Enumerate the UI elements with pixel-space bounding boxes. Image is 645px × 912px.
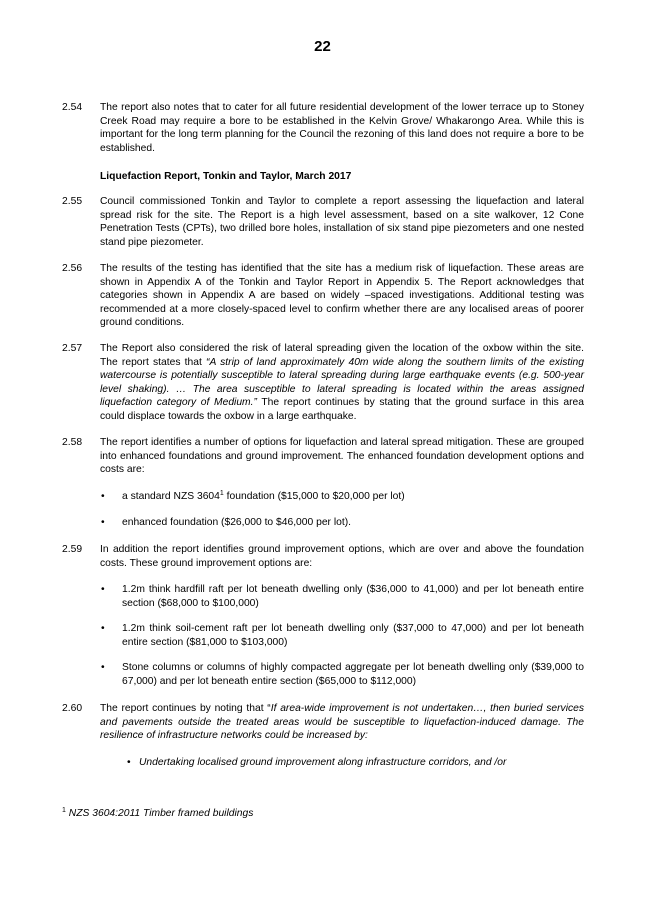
paragraph-2-57	[62, 342, 584, 424]
paragraph-text	[100, 342, 584, 424]
paragraph-number: 2.58	[62, 437, 83, 448]
footnote-mark: 1	[62, 807, 66, 814]
bullet-text: 1.2m think soil-cement raft per lot beneath dwelling only ($37,000 to 47,000) and per lot beneath entire section ($81,000 to $103,000)	[122, 623, 584, 648]
paragraph-text: The report also notes that to cater for all future residential development of the lower terrace up to Stoney Creek Road may require a bore to be established in the Kelvin Grove/ Whakarongo Area. While this is important for the long term planning for the Council the rezoning of this land does not require a bore to be established.	[100, 102, 584, 154]
page-number: 22	[314, 38, 331, 55]
footnote-ref: 1	[219, 490, 224, 497]
bullet-text: Stone columns or columns of highly compacted aggregate per lot beneath dwelling only ($39,000 to 67,000) and per lot beneath entire section ($65,000 to $112,000)	[122, 662, 584, 687]
paragraph-text	[100, 702, 584, 743]
bullet-glyph: •	[101, 623, 105, 634]
bullet-text: Undertaking localised ground improvement along infrastructure corridors, and /or	[139, 757, 507, 768]
paragraph-number: 2.59	[62, 544, 83, 555]
bullet-glyph: •	[101, 491, 105, 502]
bullet-item	[101, 516, 584, 530]
bullet-text: enhanced foundation ($26,000 to $46,000 per lot).	[122, 517, 352, 528]
footnote	[62, 807, 253, 821]
paragraph-2-58	[62, 436, 584, 477]
paragraph-number: 2.54	[62, 102, 83, 113]
bullet-item	[101, 490, 584, 504]
paragraph-text: The results of the testing has identified that the site has a medium risk of liquefaction. These areas are shown in Appendix A of the Tonkin and Taylor Report in Appendix 5. The Report acknowledges that categories shown in Appendix A are based on widely –spaced investigations. Additional testing was recommended at a more closely-spaced level to confirm whether there are any localised areas of poorer ground conditions.	[100, 263, 584, 329]
bullet-item	[101, 661, 584, 688]
bullet-item	[101, 622, 584, 649]
section-heading: Liquefaction Report, Tonkin and Taylor, March 2017	[100, 171, 352, 182]
paragraph-number: 2.56	[62, 263, 83, 274]
bullet-glyph: •	[101, 662, 105, 673]
bullet-text: a standard NZS 3604$^1$ foundation ($15,000 to $20,000 per lot)	[122, 490, 405, 502]
report-quote: If area-wide improvement is not undertaken…, then buried services and pavements outside the treated areas would be susceptible to liquefaction-induced damage. The resilience of infrastructure networks could be increased by:	[100, 703, 585, 742]
bullet-glyph: •	[101, 517, 105, 528]
paragraph-text-lead: The report continues by noting that “	[100, 703, 271, 714]
bullet-item	[127, 756, 587, 770]
bullet-glyph: •	[101, 584, 105, 595]
bullet-text: 1.2m think hardfill raft per lot beneath dwelling only ($36,000 to 41,000) and per lot beneath entire section ($68,000 to $100,000)	[122, 584, 584, 609]
paragraph-text: The report identifies a number of options for liquefaction and lateral spread mitigation. These are grouped into enhanced foundations and ground improvement. The enhanced foundation development options and costs are:	[100, 437, 584, 476]
report-quote: “A strip of land approximately 40m wide along the southern limits of the existing watercourse is potentially susceptible to lateral spreading during large earthquake events (e.g. 500-year level shaking). … The area susceptible to lateral spreading is located within the areas assigned liquefaction category of Medium.”	[100, 356, 585, 409]
paragraph-text: Council commissioned Tonkin and Taylor to complete a report assessing the liquefaction and lateral spread risk for the site. The Report is a high level assessment, based on a site walkover, 12 Cone Penetration Tests (CPTs), two drilled bore holes, installation of six stand pipe piezometers and one nested stand pipe piezometer.	[100, 196, 584, 248]
paragraph-text-lead: The Report also considered the risk of lateral spreading given the location of the oxbow within the site. The report states that	[100, 343, 584, 368]
paragraph-2-55	[62, 195, 584, 249]
paragraph-text: In addition the report identifies ground improvement options, which are over and above the foundation costs. These ground improvement options are:	[100, 544, 584, 569]
paragraph-number: 2.55	[62, 196, 83, 207]
footnote-text: NZS 3604:2011 Timber framed buildings	[68, 808, 254, 819]
paragraph-2-56	[62, 262, 584, 330]
paragraph-2-60	[62, 702, 584, 743]
paragraph-2-59	[62, 543, 584, 570]
paragraph-2-54	[62, 101, 584, 155]
paragraph-number: 2.60	[62, 703, 83, 714]
bullet-glyph: •	[127, 757, 131, 768]
bullet-item	[101, 583, 584, 610]
paragraph-number: 2.57	[62, 343, 83, 354]
paragraph-text-tail: The report continues by stating that the ground surface in this area could displace towards the oxbow in a large earthquake.	[100, 397, 585, 422]
